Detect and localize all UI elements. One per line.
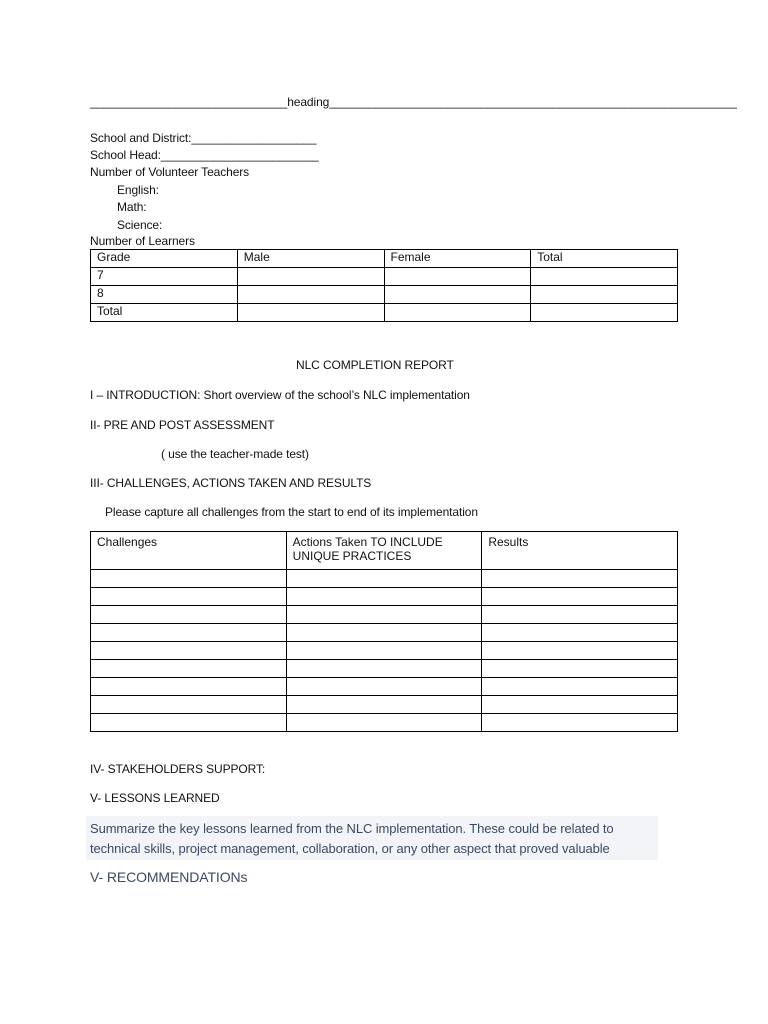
table-row: [91, 642, 678, 660]
table-cell: [91, 588, 287, 606]
table-cell: [384, 286, 531, 304]
table-cell: [286, 570, 482, 588]
table-cell: [482, 606, 678, 624]
table-cell: [237, 286, 384, 304]
header-actions-taken: [286, 532, 482, 570]
assessment-note: ( use the teacher-made test): [161, 447, 309, 461]
table-cell: [531, 304, 678, 322]
table-row: [91, 304, 678, 322]
table-cell: [91, 642, 287, 660]
table-cell: [91, 696, 287, 714]
section-assessment: II- PRE AND POST ASSESSMENT: [90, 418, 275, 432]
table-row: [91, 714, 678, 732]
table-cell: [482, 588, 678, 606]
table-row: [91, 606, 678, 624]
table-cell: [286, 588, 482, 606]
table-row: [91, 588, 678, 606]
table-cell: 8: [91, 286, 238, 304]
table-cell: [482, 678, 678, 696]
table-cell: 7: [91, 268, 238, 286]
table-cell: [286, 606, 482, 624]
table-cell: [91, 624, 287, 642]
table-cell: [237, 304, 384, 322]
report-title: NLC COMPLETION REPORT: [296, 358, 454, 372]
table-header-row: [91, 532, 678, 570]
table-row: [91, 678, 678, 696]
table-cell: [482, 570, 678, 588]
section-introduction: I – INTRODUCTION: Short overview of the school’s NLC implementation: [90, 388, 470, 402]
table-cell: [286, 642, 482, 660]
math-label: Math:: [117, 200, 147, 214]
table-cell: [286, 696, 482, 714]
table-cell: [482, 696, 678, 714]
summary-line-1: Summarize the key lessons learned from the NLC implementation. These could be related to: [90, 821, 614, 836]
learners-label: Number of Learners: [90, 234, 195, 248]
table-cell: [531, 268, 678, 286]
table-row: [91, 286, 678, 304]
header-female: Female: [384, 250, 531, 268]
challenges-note: Please capture all challenges from the start to end of its implementation: [105, 505, 478, 519]
learners-table: [90, 249, 678, 322]
table-row: [91, 660, 678, 678]
challenges-table: [90, 531, 678, 732]
header-male: Male: [237, 250, 384, 268]
table-cell: [91, 714, 287, 732]
science-label: Science:: [117, 218, 163, 232]
table-cell: [91, 660, 287, 678]
table-cell: [482, 642, 678, 660]
section-challenges: III- CHALLENGES, ACTIONS TAKEN AND RESULTS: [90, 476, 372, 490]
section-lessons-learned: V- LESSONS LEARNED: [90, 791, 220, 805]
table-cell: [91, 570, 287, 588]
section-recommendations: V- RECOMMENDATIONs: [90, 869, 248, 885]
table-cell: [384, 304, 531, 322]
school-head-field: School Head:________________________: [90, 148, 319, 162]
table-header-row: [91, 250, 678, 268]
volunteer-teachers-label: Number of Volunteer Teachers: [90, 165, 250, 179]
table-cell: [531, 286, 678, 304]
table-cell: [384, 268, 531, 286]
table-cell: [482, 624, 678, 642]
table-row: [91, 268, 678, 286]
header-challenges: Challenges: [91, 532, 287, 570]
header-total: Total: [531, 250, 678, 268]
table-row: [91, 570, 678, 588]
table-row: [91, 696, 678, 714]
summary-line-2: technical skills, project management, collaboration, or any other aspect that proved valuable: [90, 841, 610, 856]
school-district-field: School and District:___________________: [90, 131, 317, 145]
table-cell: [482, 660, 678, 678]
table-row: [91, 624, 678, 642]
header-results: Results: [482, 532, 678, 570]
table-cell: [237, 268, 384, 286]
header-actions-line2: UNIQUE PRACTICES: [292, 549, 412, 563]
table-cell: [286, 660, 482, 678]
header-grade: Grade: [91, 250, 238, 268]
table-cell: Total: [91, 304, 238, 322]
section-stakeholders: IV- STAKEHOLDERS SUPPORT:: [90, 762, 266, 776]
heading-line: ______________________________heading______________________________________________________________: [90, 95, 737, 109]
table-cell: [482, 714, 678, 732]
table-cell: [91, 606, 287, 624]
table-cell: [286, 624, 482, 642]
table-cell: [286, 714, 482, 732]
english-label: English:: [117, 183, 159, 197]
table-cell: [91, 678, 287, 696]
header-actions-line1: Actions Taken TO INCLUDE: [292, 535, 443, 549]
table-cell: [286, 678, 482, 696]
